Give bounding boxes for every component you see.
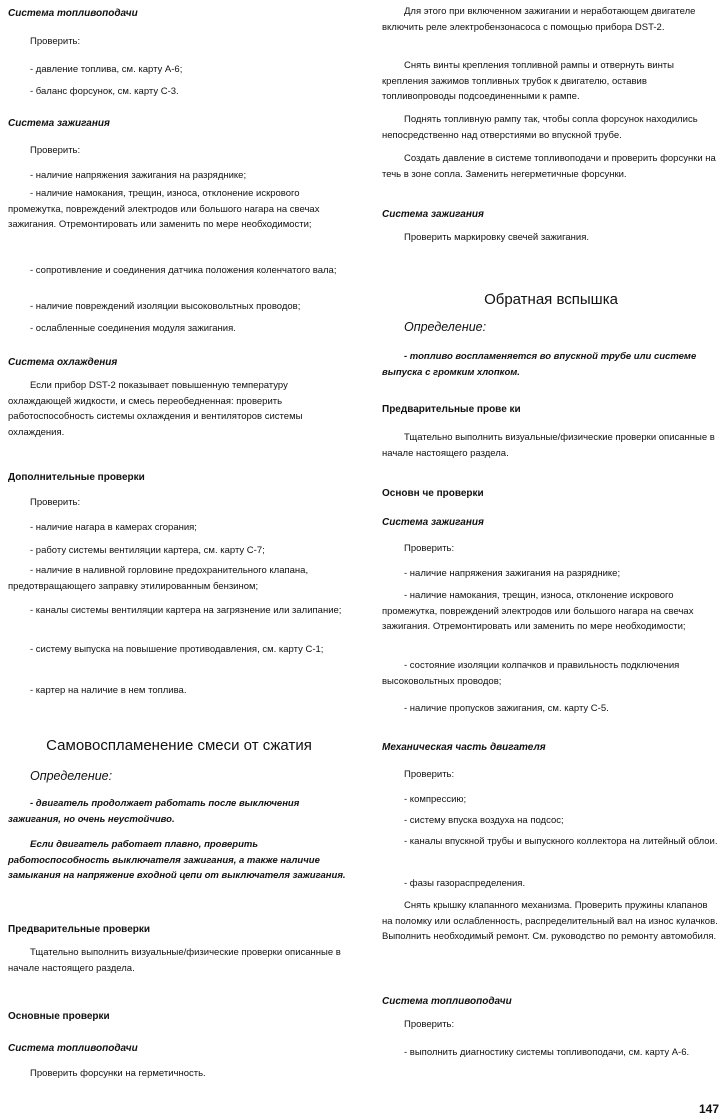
paragraph: Тщательно выполнить визуальные/физические проверки описанные в начале настоящего раздела. (382, 432, 715, 459)
ignition-system-heading: Система зажигания (8, 118, 110, 129)
list-item: - наличие нагара в камерах сгорания; (30, 522, 197, 533)
list-item: - наличие повреждений изоляции высоковольтных проводов; (30, 301, 301, 312)
check-label: Проверить: (30, 497, 81, 508)
additional-checks-heading: Дополнительные проверки (8, 472, 145, 483)
check-label: Проверить: (30, 36, 81, 47)
fuel-system-heading: Система топливоподачи (8, 8, 138, 19)
list-item: - картер на наличие в нем топлива. (30, 685, 187, 696)
list-item: - наличие в наливной горловине предохранительного клапана, предотвращающего заправку этилированным бензином; (8, 565, 309, 592)
list-item: - каналы впускной трубы и выпускного коллектора на литейный облои. (404, 836, 718, 847)
list-item: - состояние изоляции колпачков и правильность подключения высоковольтных проводов; (382, 660, 680, 687)
paragraph: Тщательно выполнить визуальные/физические проверки описанные в начале настоящего раздела. (8, 947, 341, 974)
ignition-system-heading: Система зажигания (382, 209, 484, 220)
check-label: Проверить: (404, 1019, 455, 1030)
paragraph: Если прибор DST-2 показывает повышенную температуру охлаждающей жидкости, и смесь переобедненная: проверить работоспособность системы охлаждения и вентиляторов системы охлаждения. (8, 380, 303, 438)
list-item: - каналы системы вентиляции картера на загрязнение или залипание; (30, 605, 342, 616)
list-item: - наличие напряжения зажигания на разряднике; (30, 170, 247, 181)
list-item: - наличие намокания, трещин, износа, отклонение искрового промежутка, повреждений электродов или большого нагара на свечах зажигания. Отремонтировать или заменить по мере необходимости; (8, 188, 320, 230)
list-item: - наличие намокания, трещин, износа, отклонение искрового промежутка, повреждений электродов или большого нагара на свечах зажигания. Отремонтировать или заменить по мере необходимости; (382, 590, 694, 632)
preliminary-checks-heading: Предварительные прове ки (382, 404, 521, 415)
check-label: Проверить: (30, 145, 81, 156)
list-item: - выполнить диагностику системы топливоподачи, см. карту А-6. (404, 1047, 690, 1058)
list-item: - наличие напряжения зажигания на разряднике; (404, 568, 621, 579)
definition-label: Определение: (30, 769, 113, 783)
list-item: - систему выпуска на повышение противодавления, см. карту С-1; (30, 644, 324, 655)
check-label: Проверить: (404, 769, 455, 780)
ignition-system-heading: Система зажигания (382, 517, 484, 528)
preliminary-checks-heading: Предварительные проверки (8, 924, 151, 935)
list-item: - сопротивление и соединения датчика положения коленчатого вала; (30, 265, 337, 276)
list-item: - баланс форсунок, см. карту С-3. (30, 86, 179, 97)
check-label: Проверить: (404, 543, 455, 554)
paragraph: Снять крышку клапанного механизма. Проверить пружины клапанов на поломку или ослабленность, распределительный вал на износ кулачков. Выполнить необходимый ремонт. См. руководство по ремонту автомобиля. (382, 900, 718, 942)
definition-text: - топливо воспламеняется во впускной трубе или системе выпуска с громким хлопком. (382, 351, 697, 378)
definition-label: Определение: (404, 320, 487, 334)
list-item: - ослабленные соединения модуля зажигания. (30, 323, 236, 334)
page-number: 147 (698, 1102, 719, 1116)
list-item: - давление топлива, см. карту А-6; (30, 64, 183, 75)
definition-text: - двигатель продолжает работать после выключения зажигания, но очень неустойчиво. (8, 798, 300, 825)
paragraph: Проверить форсунки на герметичность. (30, 1068, 206, 1079)
fuel-system-heading: Система топливоподачи (8, 1043, 138, 1054)
list-item: - фазы газораспределения. (404, 878, 526, 889)
paragraph: Для этого при включенном зажигании и неработающем двигателе включить реле электробензонасоса с помощью прибора DST-2. (382, 6, 696, 33)
definition-text: Если двигатель работает плавно, проверить работоспособность выключателя зажигания, а также наличие замыкания на напряжение входной цепи от выключателя зажигания. (8, 839, 346, 881)
section-title: Самовоспламенение смеси от сжатия (46, 737, 312, 754)
list-item: - компрессию; (404, 794, 467, 805)
main-checks-heading: Основн че проверки (382, 488, 484, 499)
cooling-system-heading: Система охлаждения (8, 357, 118, 368)
paragraph: Поднять топливную рампу так, чтобы сопла форсунок находились непосредственно над отверстиями во впускной трубе. (382, 114, 698, 141)
main-checks-heading: Основные проверки (8, 1011, 110, 1022)
paragraph: Снять винты крепления топливной рампы и отвернуть винты крепления зажимов топливных трубок к двигателю, оставив топливопроводы подсоединенными к рампе. (382, 60, 674, 102)
fuel-system-heading: Система топливоподачи (382, 996, 512, 1007)
paragraph: Проверить маркировку свечей зажигания. (404, 232, 589, 243)
paragraph: Создать давление в системе топливоподачи и проверить форсунки на течь в зоне сопла. Заменить негерметичные форсунки. (382, 153, 716, 180)
engine-mechanical-heading: Механическая часть двигателя (382, 742, 546, 753)
section-title: Обратная вспышка (484, 291, 618, 308)
list-item: - систему впуска воздуха на подсос; (404, 815, 564, 826)
list-item: - работу системы вентиляции картера, см. карту С-7; (30, 545, 265, 556)
list-item: - наличие пропусков зажигания, см. карту С-5. (404, 703, 609, 714)
